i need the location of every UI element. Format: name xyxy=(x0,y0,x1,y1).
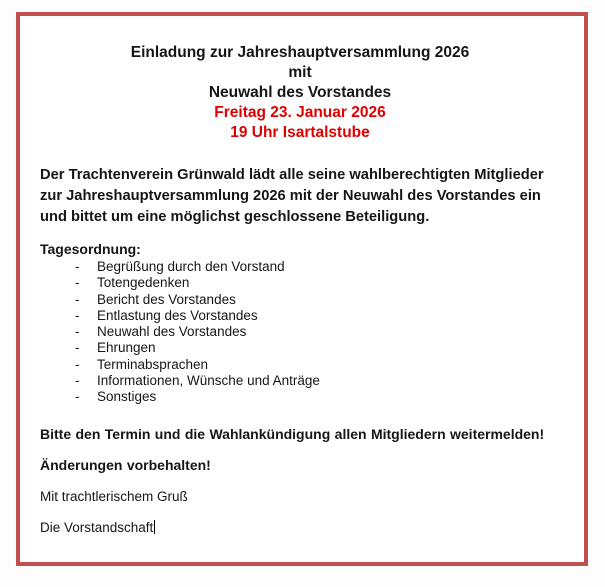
agenda-item-label: Bericht des Vorstandes xyxy=(97,291,236,307)
agenda-item xyxy=(40,373,576,389)
agenda-item xyxy=(40,357,576,373)
agenda-item-label: Begrüßung durch den Vorstand xyxy=(97,259,285,274)
agenda-item-label: Entlastung des Vorstandes xyxy=(97,307,258,323)
disclaimer-note: Änderungen vorbehalten! xyxy=(40,456,211,473)
title-date: Freitag 23. Januar 2026 xyxy=(214,104,386,121)
agenda-item xyxy=(40,275,576,291)
dash-bullet: - xyxy=(75,340,80,356)
agenda-item-label: Neuwahl des Vorstandes xyxy=(97,324,247,340)
agenda-list xyxy=(40,259,576,406)
agenda-item-label: Sonstiges xyxy=(97,389,157,405)
dash-bullet: - xyxy=(75,259,80,274)
dash-bullet: - xyxy=(75,324,80,340)
dash-bullet: - xyxy=(75,275,80,291)
dash-bullet: - xyxy=(75,291,80,307)
dash-bullet: - xyxy=(75,373,80,389)
agenda-item xyxy=(40,389,576,405)
agenda-item xyxy=(40,340,576,356)
intro-line-1: Der Trachtenverein Grünwald lädt alle seine wahlberechtigten Mitglieder xyxy=(40,167,544,183)
title-line-2: mit xyxy=(288,64,312,81)
intro-paragraph xyxy=(40,165,576,228)
agenda-item-label: Totengedenken xyxy=(97,275,190,291)
title-block xyxy=(40,43,560,143)
agenda-item xyxy=(40,259,576,275)
agenda-item xyxy=(40,292,576,308)
signature-text: Die Vorstandschaft xyxy=(40,519,154,535)
dash-bullet: - xyxy=(75,389,80,405)
closing-signature xyxy=(40,519,576,536)
text-cursor xyxy=(154,520,155,534)
agenda-item-label: Ehrungen xyxy=(97,340,156,356)
title-line-1: Einladung zur Jahreshauptversammlung 2026 xyxy=(130,44,470,61)
closing-greeting: Mit trachtlerischem Gruß xyxy=(40,488,188,504)
agenda-heading: Tagesordnung: xyxy=(40,241,141,257)
title-line-3: Neuwahl des Vorstandes xyxy=(208,84,392,101)
title-time-location: 19 Uhr Isartalstube xyxy=(230,124,370,141)
dash-bullet: - xyxy=(75,356,80,372)
invitation-page[interactable] xyxy=(16,12,588,566)
agenda-item-label: Informationen, Wünsche und Anträge xyxy=(97,373,320,389)
intro-line-3: und bittet um eine möglichst geschlossene Beteiligung. xyxy=(40,209,430,225)
reminder-note: Bitte den Termin und die Wahlankündigung allen Mitgliedern weitermelden! xyxy=(40,425,545,442)
intro-line-2: zur Jahreshauptversammlung 2026 mit der Neuwahl des Vorstandes ein xyxy=(40,188,541,204)
agenda-item xyxy=(40,324,576,340)
agenda-item-label: Terminabsprachen xyxy=(97,356,209,372)
dash-bullet: - xyxy=(75,307,80,323)
agenda-item xyxy=(40,308,576,324)
